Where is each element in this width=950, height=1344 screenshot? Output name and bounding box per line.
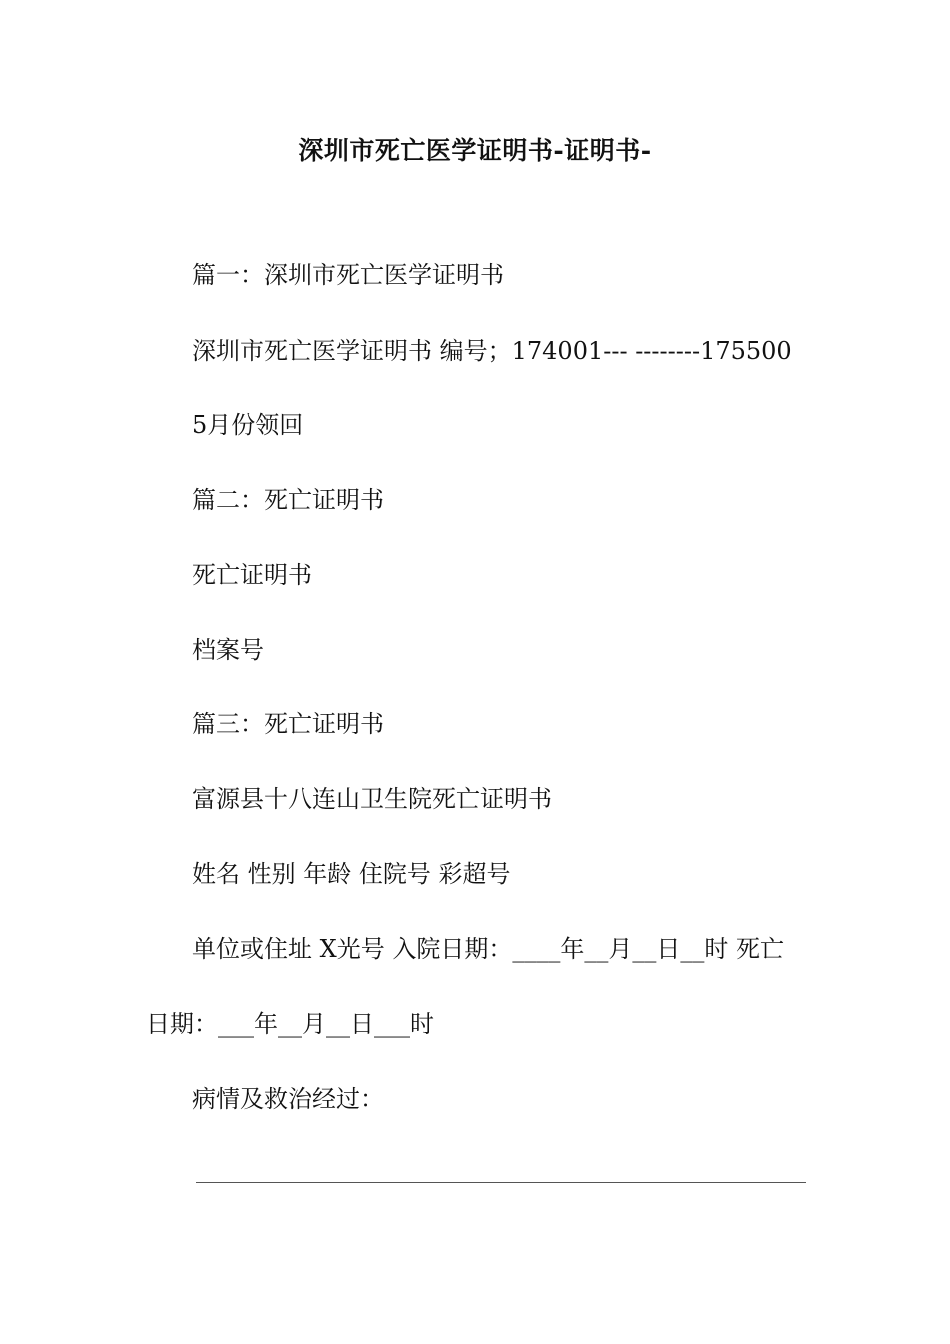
patient-fields-line: 姓名 性别 年龄 住院号 彩超号 (192, 860, 511, 888)
certificate-number-line: 深圳市死亡医学证明书 编号；174001--- --------175500 (192, 337, 792, 365)
section-heading-2: 篇二：死亡证明书 (192, 486, 384, 514)
section-heading-1: 篇一：深圳市死亡医学证明书 (192, 261, 504, 289)
file-number-label: 档案号 (192, 636, 264, 664)
address-admission-line: 单位或住址 X光号 入院日期：____年__月__日__时 死亡 (192, 935, 784, 963)
certificate-title-line: 死亡证明书 (192, 561, 312, 589)
treatment-history-label: 病情及救治经过： (192, 1085, 384, 1113)
death-date-line: 日期：___年__月__日___时 (146, 1010, 434, 1038)
section-heading-3: 篇三：死亡证明书 (192, 710, 384, 738)
collection-note: 5月份领回 (192, 411, 304, 439)
answer-underline (196, 1182, 806, 1183)
hospital-certificate-title: 富源县十八连山卫生院死亡证明书 (192, 785, 552, 813)
document-title: 深圳市死亡医学证明书-证明书- (298, 136, 652, 165)
